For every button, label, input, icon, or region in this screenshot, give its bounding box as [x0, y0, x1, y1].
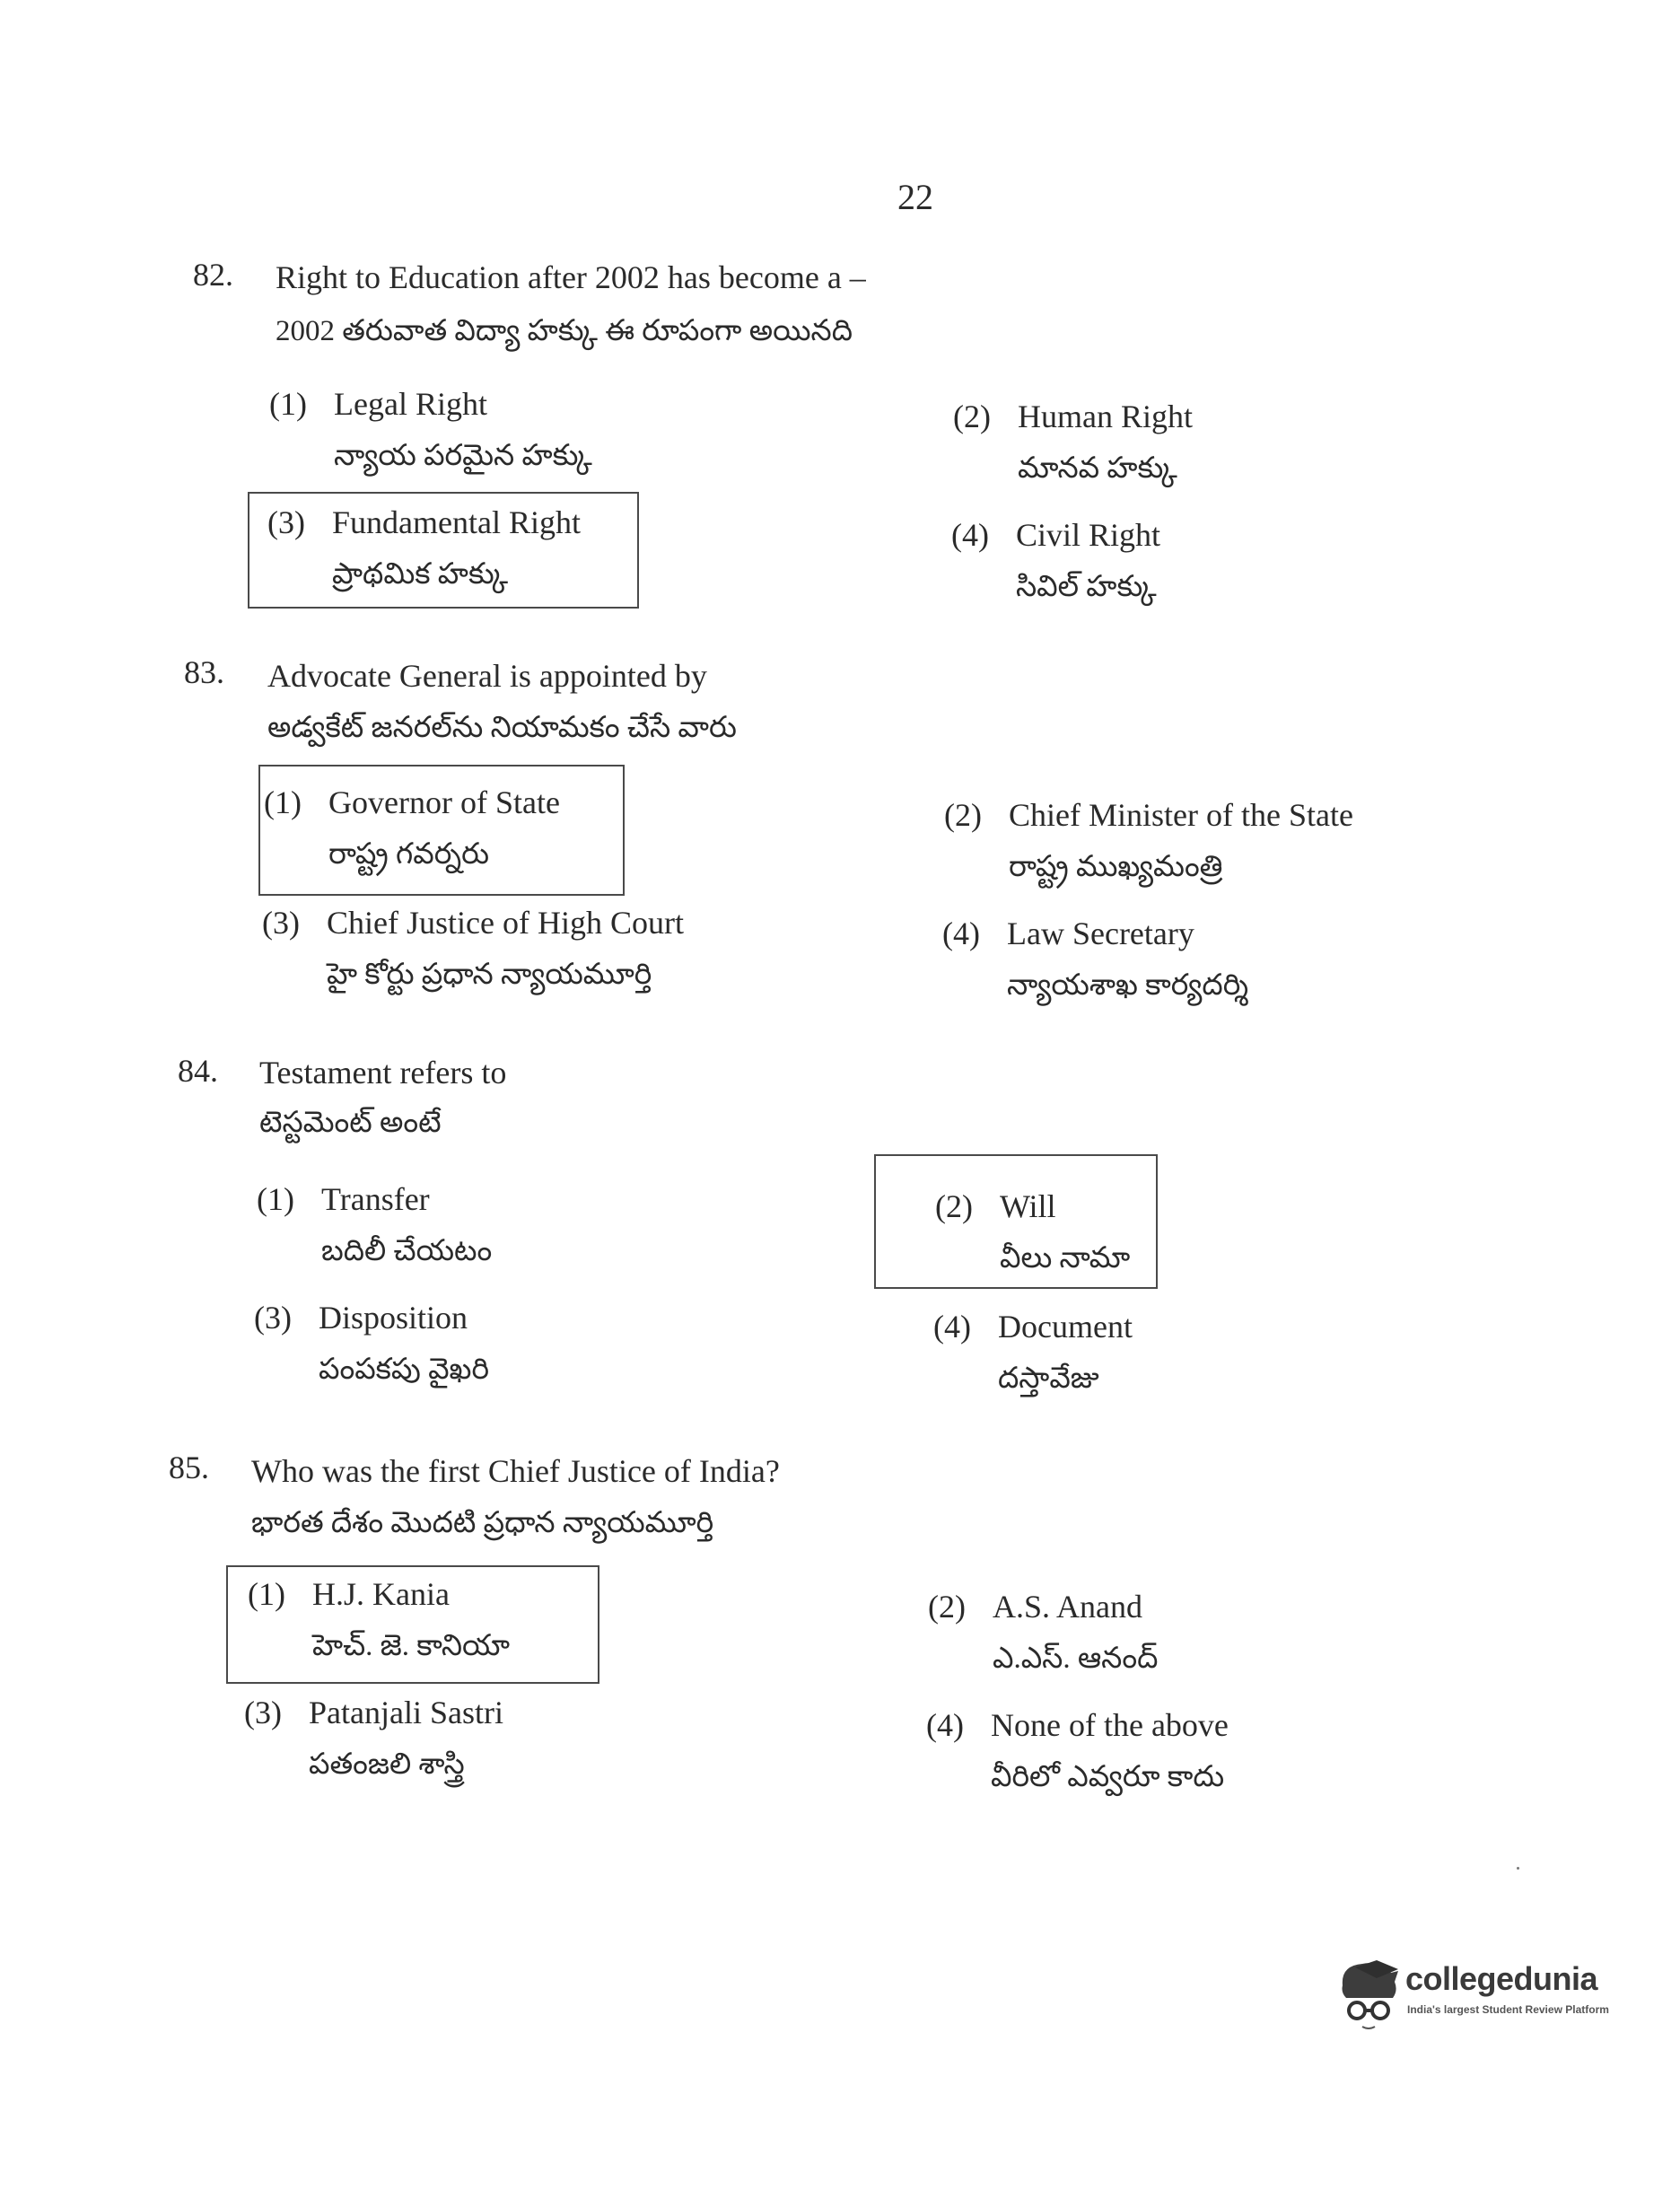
option-text-en: Patanjali Sastri: [309, 1695, 503, 1730]
option-text-en: Disposition: [319, 1300, 468, 1336]
option-text-en: Human Right: [1018, 399, 1193, 434]
option-number: (2): [944, 797, 982, 833]
option-text-en: H.J. Kania: [312, 1576, 450, 1612]
option-3: [254, 1298, 489, 1389]
option-1: [257, 1179, 492, 1271]
option-text-te: రాష్ట్ర గవర్నరు: [328, 838, 490, 871]
option-number: (4): [942, 915, 980, 951]
option-text-en: None of the above: [991, 1707, 1229, 1743]
option-number: (1): [257, 1181, 294, 1217]
option-number: (4): [951, 517, 989, 553]
option-text-en: Will: [1000, 1188, 1056, 1224]
option-text-en: Governor of State: [328, 784, 560, 820]
option-text-en: Document: [998, 1309, 1133, 1345]
question-text-te: అడ్వకేట్ జనరల్‌ను నియామకం చేసే వారు: [267, 712, 737, 744]
question-text-te: టెస్టమెంట్ అంటే: [259, 1107, 442, 1139]
option-text-en: Civil Right: [1016, 517, 1161, 553]
option-text-en: Legal Right: [334, 386, 487, 422]
option-text-en: A.S. Anand: [993, 1589, 1143, 1625]
option-text-en: Fundamental Right: [332, 504, 581, 540]
option-number: (4): [933, 1309, 971, 1345]
question-number: 84.: [178, 1053, 218, 1089]
question-text-en: Right to Education after 2002 has become a –: [276, 259, 866, 295]
option-text-te: హెచ్. జె. కానియా: [312, 1630, 511, 1662]
option-text-te: వీరిలో ఎవ్వరూ కాదు: [991, 1761, 1225, 1793]
option-text-te: బదిలీ చేయటం: [321, 1235, 493, 1267]
question-number: 82.: [193, 257, 233, 293]
option-1: [269, 384, 592, 476]
option-text-en: Transfer: [321, 1181, 430, 1217]
option-number: (3): [244, 1695, 282, 1730]
option-number: (2): [935, 1188, 973, 1224]
question-text-en: Testament refers to: [259, 1055, 507, 1091]
option-text-te: దస్తావేజు: [998, 1362, 1099, 1395]
option-number: (3): [254, 1300, 292, 1336]
option-text-te: రాష్ట్ర ముఖ్యమంత్రి: [1009, 851, 1223, 883]
option-number: (1): [269, 386, 307, 422]
option-3: [267, 503, 581, 594]
question-text-te: 2002 తరువాత విద్యా హక్కు ఈ రూపంగా అయినది: [276, 315, 853, 347]
option-4: [933, 1307, 1133, 1398]
student-mascot-icon: [1335, 1958, 1404, 2030]
option-4: [951, 515, 1160, 607]
option-2: [928, 1587, 1158, 1678]
page-number: 22: [897, 177, 933, 217]
option-2: [953, 397, 1193, 488]
scan-speck: [1517, 1867, 1519, 1870]
option-text-te: మానవ హక్కు: [1018, 452, 1177, 485]
option-text-te: ఎ.ఎస్. ఆనంద్: [993, 1642, 1159, 1675]
option-4: [926, 1705, 1229, 1797]
option-text-te: వీలు నామా: [1000, 1242, 1131, 1275]
option-1: [248, 1574, 510, 1666]
option-number: (2): [953, 399, 991, 434]
option-text-en: Chief Justice of High Court: [327, 905, 684, 941]
option-4: [942, 914, 1248, 1005]
option-number: (2): [928, 1589, 966, 1625]
option-number: (1): [248, 1576, 285, 1612]
option-text-te: ప్రాథమిక హక్కు: [332, 558, 509, 591]
option-1: [264, 783, 560, 874]
question-number: 85.: [169, 1450, 209, 1485]
option-text-te: న్యాయశాఖ కార్యదర్శి: [1007, 969, 1249, 1002]
option-text-te: పతంజలి శాస్త్రి: [309, 1748, 465, 1781]
logo-tagline: India's largest Student Review Platform: [1407, 2003, 1609, 2016]
option-text-en: Chief Minister of the State: [1009, 797, 1353, 833]
option-text-te: హై కోర్టు ప్రధాన న్యాయమూర్తి: [327, 959, 652, 991]
option-3: [262, 903, 684, 994]
option-number: (1): [264, 784, 302, 820]
option-number: (3): [267, 504, 305, 540]
option-text-te: సివిల్ హక్కు: [1016, 571, 1157, 603]
option-text-te: న్యాయ పరమైన హక్కు: [334, 440, 592, 472]
option-2: [935, 1187, 1130, 1278]
option-text-te: పంపకపు వైఖరి: [319, 1353, 490, 1386]
collegedunia-logo: [1335, 1958, 1632, 2030]
question-number: 83.: [184, 654, 224, 690]
option-3: [244, 1693, 503, 1784]
option-number: (3): [262, 905, 300, 941]
question-text-en: Who was the first Chief Justice of India?: [251, 1453, 780, 1489]
option-text-en: Law Secretary: [1007, 915, 1194, 951]
question-text-te: భారత దేశం మొదటి ప్రధాన న్యాయమూర్తి: [251, 1507, 714, 1539]
option-2: [944, 795, 1353, 887]
option-number: (4): [926, 1707, 964, 1743]
question-text-en: Advocate General is appointed by: [267, 658, 707, 694]
logo-name: collegedunia: [1405, 1960, 1598, 1997]
